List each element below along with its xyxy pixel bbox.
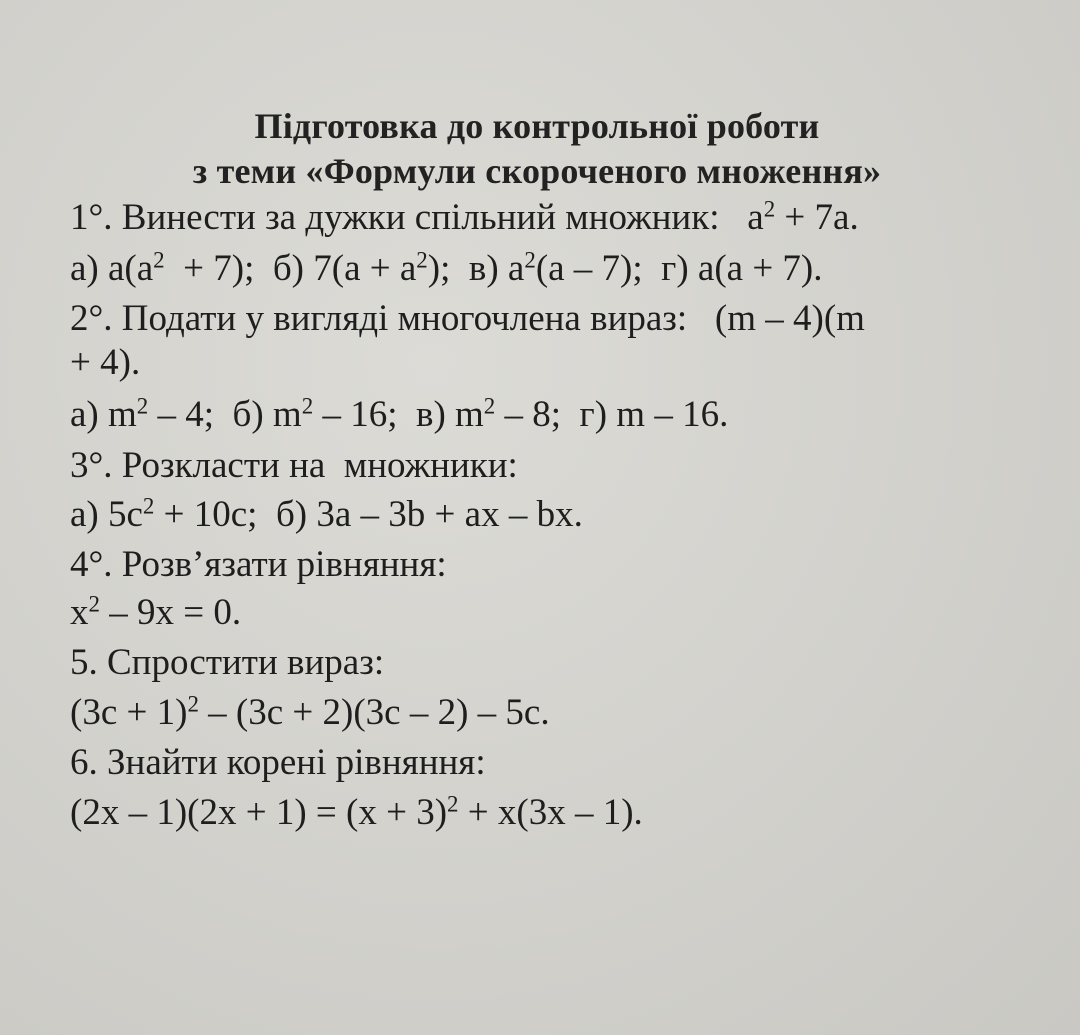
- task-4-equation: $x^2 - 9x = 0$.: [70, 591, 242, 633]
- task-5-expression: $(3c + 1)^2 - (3c + 2)(3c - 2) - 5c$.: [70, 691, 550, 733]
- task-3-options: а) $5c^2 + 10c$; б) 3a – 3b + ax – bx.: [70, 493, 583, 535]
- task-5-prompt: 5. Спростити вираз:: [70, 642, 385, 683]
- task-6-prompt: 6. Знайти корені рівняння:: [70, 742, 486, 783]
- task-4-prompt: 4°. Розв’язати рівняння:: [70, 544, 447, 585]
- task-1-expression: $a^2 + 7a$.: [747, 196, 859, 238]
- title-line-2: з теми «Формули скороченого множення»: [192, 151, 882, 191]
- task-2-prompt-continued: + 4).: [70, 342, 141, 383]
- task-1-options: а) $a(a^2 + 7)$; б) $7(a + a^2)$; в) $a^2(a - 7)$; г) a(a + 7).: [70, 247, 823, 289]
- title-line-1: Підготовка до контрольної роботи: [254, 106, 820, 146]
- task-1-prompt-text: 1°. Винести за дужки спільний множник:: [70, 197, 720, 238]
- task-2-options: а) $m^2 - 4$; б) $m^2 - 16$; в) $m^2 - 8$; г) m – 16.: [70, 393, 729, 435]
- task-3-prompt: 3°. Розкласти на множники:: [70, 445, 518, 486]
- task-2-prompt: 2°. Подати у вигляді многочлена вираз: (m – 4)(m: [70, 298, 865, 339]
- task-6-equation: $(2x - 1)(2x + 1) = (x + 3)^2 + x(3x - 1)$.: [70, 791, 643, 833]
- task-1-prompt: [70, 198, 859, 238]
